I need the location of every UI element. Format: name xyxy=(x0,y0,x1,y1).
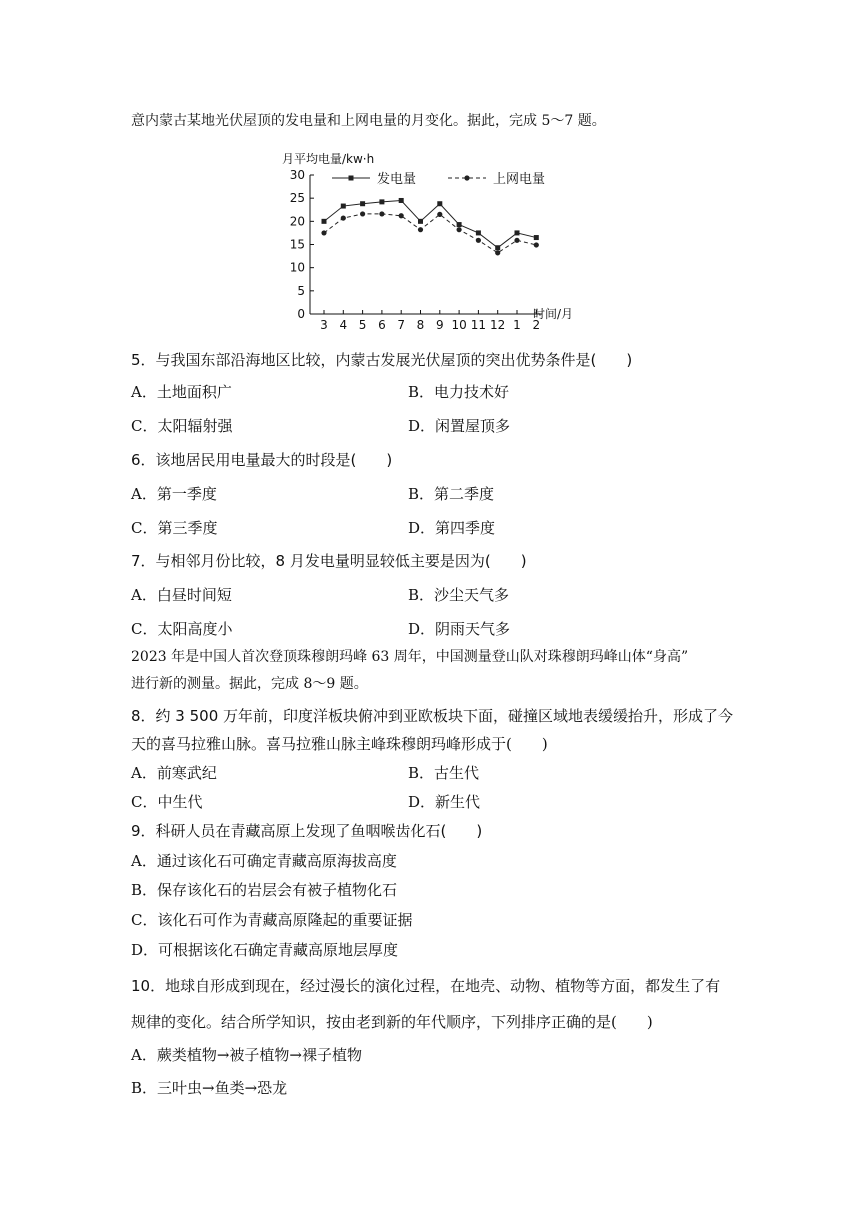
x-tick-label: 9 xyxy=(435,318,444,330)
data-point-square xyxy=(341,204,346,209)
data-point-circle xyxy=(514,238,519,243)
x-tick-label: 7 xyxy=(397,318,406,330)
passage-8-9-line-1: 2023 年是中国人首次登顶珠穆朗玛峰 63 周年，中国测量登山队对珠穆朗玛峰山体“身高” xyxy=(131,649,689,665)
legend-marker-square xyxy=(349,176,354,181)
x-tick-label: 8 xyxy=(416,318,425,330)
q10-option-b[interactable]: B．三叶虫→鱼类→恐龙 xyxy=(131,1079,288,1097)
data-point-square xyxy=(379,199,384,204)
legend-marker-circle xyxy=(464,175,469,180)
q5-option-c[interactable]: C．太阳辐射强 xyxy=(131,417,233,435)
data-point-square xyxy=(495,245,500,250)
q6-option-c[interactable]: C．第三季度 xyxy=(131,519,218,537)
x-tick-label: 11 xyxy=(470,318,487,330)
x-tick-label: 6 xyxy=(378,318,386,330)
q8-option-b[interactable]: B．古生代 xyxy=(408,764,480,782)
data-point-circle xyxy=(360,211,365,216)
q7-option-b[interactable]: B．沙尘天气多 xyxy=(408,586,510,604)
data-point-square xyxy=(515,230,520,235)
series-line-0 xyxy=(324,200,536,247)
data-point-square xyxy=(399,198,404,203)
chart-legend xyxy=(332,171,545,187)
data-point-square xyxy=(322,219,327,224)
question-8-stem-line-2: 天的喜马拉雅山脉。喜马拉雅山脉主峰珠穆朗玛峰形成于( ) xyxy=(131,735,548,753)
data-point-circle xyxy=(418,227,423,232)
data-point-circle xyxy=(321,230,326,235)
y-tick-label: 15 xyxy=(289,237,305,252)
data-point-square xyxy=(418,219,423,224)
x-tick-label: 10 xyxy=(451,318,467,330)
x-tick-label: 5 xyxy=(358,318,367,330)
chart-axes xyxy=(310,175,542,314)
q8-option-c[interactable]: C．中生代 xyxy=(131,793,203,811)
question-6-stem: 6．该地居民用电量最大的时段是( ) xyxy=(131,451,393,469)
q10-option-a[interactable]: A．蕨类植物→被子植物→裸子植物 xyxy=(131,1046,362,1064)
x-tick-label: 12 xyxy=(490,318,506,330)
y-tick-label: 0 xyxy=(297,307,305,321)
legend-label: 上网电量 xyxy=(493,172,546,187)
data-point-circle xyxy=(399,213,404,218)
x-tick-label: 2 xyxy=(532,318,541,330)
data-point-circle xyxy=(476,238,481,243)
q9-option-d[interactable]: D．可根据该化石确定青藏高原地层厚度 xyxy=(131,941,399,959)
q7-option-a[interactable]: A．白昼时间短 xyxy=(131,586,232,604)
series-layer xyxy=(321,198,539,255)
data-point-square xyxy=(437,201,442,206)
y-tick-label: 30 xyxy=(289,168,305,182)
data-point-circle xyxy=(437,212,442,217)
data-point-circle xyxy=(495,250,500,255)
data-point-square xyxy=(457,222,462,227)
y-tick-label: 5 xyxy=(297,283,305,298)
q5-option-b[interactable]: B．电力技术好 xyxy=(408,383,510,401)
q8-option-a[interactable]: A．前寒武纪 xyxy=(131,764,217,782)
x-tick-label: 4 xyxy=(339,318,348,330)
q6-option-b[interactable]: B．第二季度 xyxy=(408,485,495,503)
question-7-stem: 7．与相邻月份比较，8 月发电量明显较低主要是因为( ) xyxy=(131,552,527,570)
q6-option-a[interactable]: A．第一季度 xyxy=(131,485,217,503)
x-axis-label: 时间/月 xyxy=(533,307,574,321)
y-axis-label: 月平均电量/kw·h xyxy=(282,152,375,166)
q8-option-d[interactable]: D．新生代 xyxy=(408,793,481,811)
q9-option-a[interactable]: A．通过该化石可确定青藏高原海拔高度 xyxy=(131,852,397,870)
question-10-stem-line-1: 10．地球自形成到现在，经过漫长的演化过程，在地壳、动物、植物等方面，都发生了有 xyxy=(131,977,721,995)
data-point-square xyxy=(534,235,539,240)
q5-option-a[interactable]: A．土地面积广 xyxy=(131,383,232,401)
data-point-circle xyxy=(534,242,539,247)
x-tick-label: 3 xyxy=(320,318,328,330)
data-point-square xyxy=(360,201,365,206)
y-tick-label: 10 xyxy=(289,260,305,275)
y-tick-label: 25 xyxy=(289,191,305,206)
y-tick-label: 20 xyxy=(289,214,305,229)
q6-option-d[interactable]: D．第四季度 xyxy=(408,519,496,537)
legend-label: 发电量 xyxy=(377,172,417,187)
question-5-stem: 5．与我国东部沿海地区比较，内蒙古发展光伏屋顶的突出优势条件是( ) xyxy=(131,351,633,369)
q9-option-c[interactable]: C．该化石可作为青藏高原隆起的重要证据 xyxy=(131,911,413,929)
x-tick-label: 1 xyxy=(513,318,521,330)
power-line-chart xyxy=(270,148,600,330)
data-point-circle xyxy=(457,227,462,232)
q7-option-c[interactable]: C．太阳高度小 xyxy=(131,620,233,638)
q7-option-d[interactable]: D．阴雨天气多 xyxy=(408,620,511,638)
data-point-square xyxy=(476,230,481,235)
q5-option-d[interactable]: D．闲置屋顶多 xyxy=(408,417,511,435)
passage-8-9-line-2: 进行新的测量。据此，完成 8～9 题。 xyxy=(131,676,368,692)
series-line-1 xyxy=(324,214,536,253)
data-point-circle xyxy=(341,215,346,220)
x-ticks xyxy=(320,310,540,330)
question-9-stem: 9．科研人员在青藏高原上发现了鱼咽喉齿化石( ) xyxy=(131,822,483,840)
intro-text: 意内蒙古某地光伏屋顶的发电量和上网电量的月变化。据此，完成 5～7 题。 xyxy=(131,113,606,129)
data-point-circle xyxy=(379,211,384,216)
question-8-stem-line-1: 8．约 3 500 万年前，印度洋板块俯冲到亚欧板块下面，碰撞区域地表缓缓抬升，形成了今 xyxy=(131,707,734,725)
question-10-stem-line-2: 规律的变化。结合所学知识，按由老到新的年代顺序，下列排序正确的是( ) xyxy=(131,1013,653,1031)
q9-option-b[interactable]: B．保存该化石的岩层会有被子植物化石 xyxy=(131,881,398,899)
